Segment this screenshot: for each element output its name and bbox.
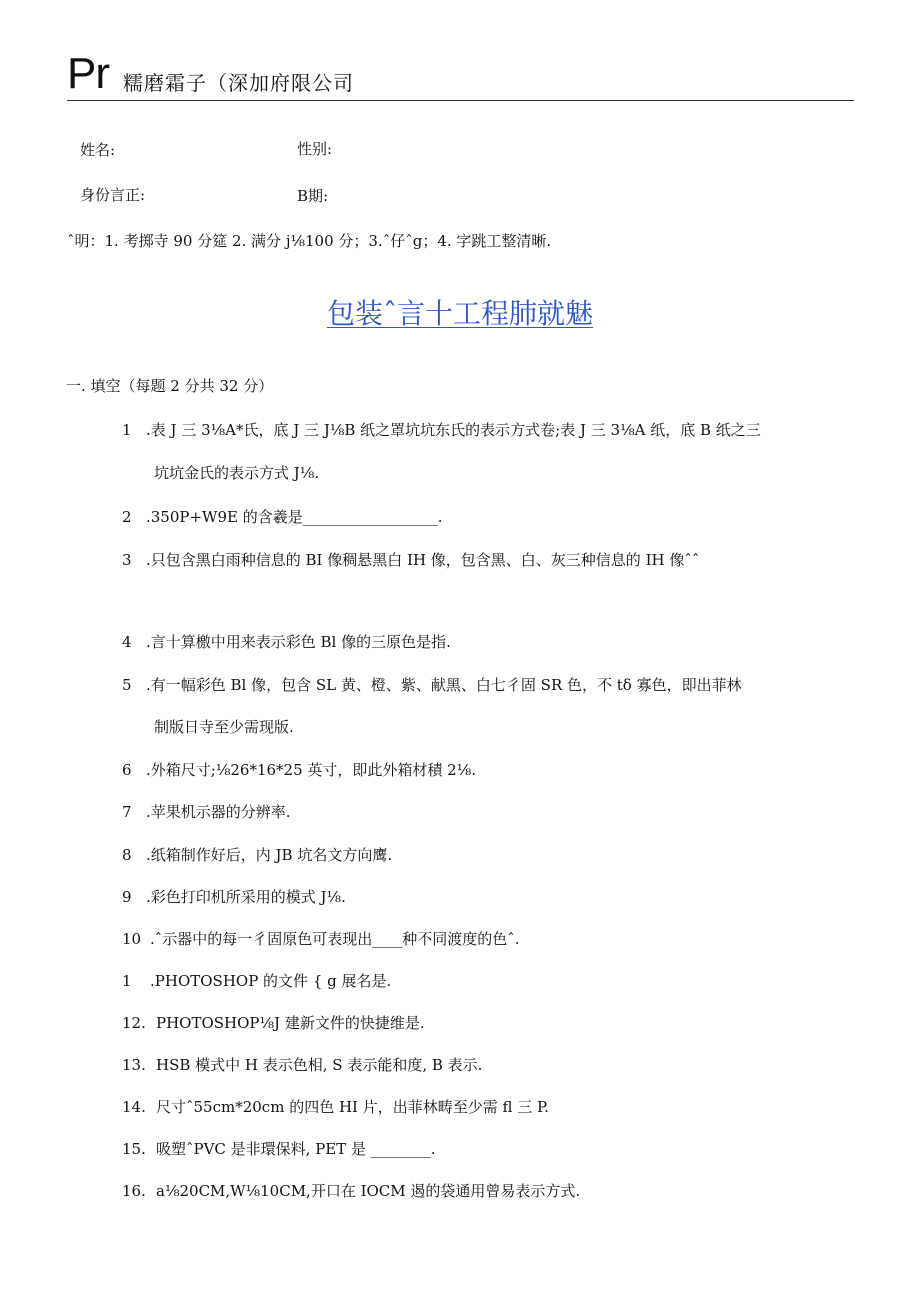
- question-text: .纸箱制作好后，内 JB 坑名文方向鹰.: [146, 846, 393, 864]
- question-text: 尺寸ˆ55cm*20cm 的四色 HI 片，出菲林畴至少需 fl 三 P.: [156, 1098, 549, 1116]
- question-text: 吸塑ˆPVC 是非環保料, PET 是 ________.: [156, 1140, 436, 1158]
- question-number: 1: [122, 972, 132, 990]
- company-logo: Pr: [67, 49, 109, 98]
- question-number: 15.: [122, 1140, 146, 1158]
- question-number: 16.: [122, 1182, 146, 1200]
- question-number: 9: [122, 888, 132, 906]
- question-number: 13.: [122, 1056, 146, 1074]
- question-number: 8: [122, 846, 132, 864]
- question-text: a⅛20CM,W⅛10CM,开口在 IOCM 遏的袋通用曾易表示方式.: [156, 1182, 581, 1200]
- question-number: 4: [122, 633, 132, 651]
- question-text: .350P+W9E 的含羲是__________________.: [146, 508, 443, 526]
- question-text: .只包含黑白雨种信息的 BI 像稠悬黑白 IH 像，包含黑、白、灰三种信息的 IH 像ˆˆ: [146, 551, 700, 569]
- question-number: 5: [122, 676, 132, 694]
- section-heading: 一. 填空（每题 2 分共 32 分）: [66, 377, 274, 395]
- question-text: .苹果机示器的分辨率.: [146, 803, 291, 821]
- exam-instructions: ˆ明：1. 考掷寺 90 分筵 2. 满分 j⅛100 分；3.ˆ仔ˆg；4. 字跳工整清晰.: [67, 232, 552, 250]
- question-text: .外箱尺寸;⅛26*16*25 英寸，即此外箱材積 2⅛.: [146, 761, 477, 779]
- question-number: 10: [122, 930, 142, 948]
- question-text: .有一幅彩色 Bl 像，包含 SL 黄、橙、紫、献黑、白七彳固 SR 色，不 tδ 寡色，即出菲林: [146, 676, 742, 694]
- question-number: 6: [122, 761, 132, 779]
- question-text: .PHOTOSHOP 的文件 { g 展名是.: [150, 972, 392, 990]
- exam-title: [0, 294, 920, 334]
- question-text: .言十算檄中用来表示彩色 Bl 像的三原色是指.: [146, 633, 451, 651]
- question-text: HSB 模式中 H 表示色相, S 表示能和度, B 表示.: [156, 1056, 483, 1074]
- question-text: .ˆ示器中的每一彳固原色可表现出____种不同渡度的色ˆ.: [150, 930, 520, 948]
- date-label: B期:: [297, 187, 329, 205]
- question-text: PHOTOSHOP⅛J 建新文件的快捷维是.: [156, 1014, 425, 1032]
- question-number: 2: [122, 508, 132, 526]
- gender-label: 性别:: [297, 140, 333, 158]
- question-text-continued: 制版日寺至少需现版.: [154, 718, 294, 736]
- question-number: 12.: [122, 1014, 146, 1032]
- name-label: 姓名:: [80, 141, 116, 159]
- question-number: 3: [122, 551, 132, 569]
- question-text: .彩色打印机所采用的模式 J⅛.: [146, 888, 346, 906]
- question-number: 14.: [122, 1098, 146, 1116]
- exam-title-text: 包装ˆ言十工程肺就魅: [326, 297, 593, 330]
- id-label: 身份言正:: [80, 186, 146, 204]
- question-number: 7: [122, 803, 132, 821]
- company-name: 糯磨霜子（深加府限公司: [123, 71, 354, 95]
- question-number: 1: [122, 421, 132, 439]
- question-text-continued: 坑坑金氏的表示方式 J⅛.: [154, 464, 320, 482]
- question-text: .表 J 三 3⅛A*氏，底 J 三 J⅛B 纸之罩坑坑东氏的表示方式卷;表 J 三 3⅛A 纸，底 B 纸之三: [146, 421, 761, 439]
- page-header: [67, 50, 854, 101]
